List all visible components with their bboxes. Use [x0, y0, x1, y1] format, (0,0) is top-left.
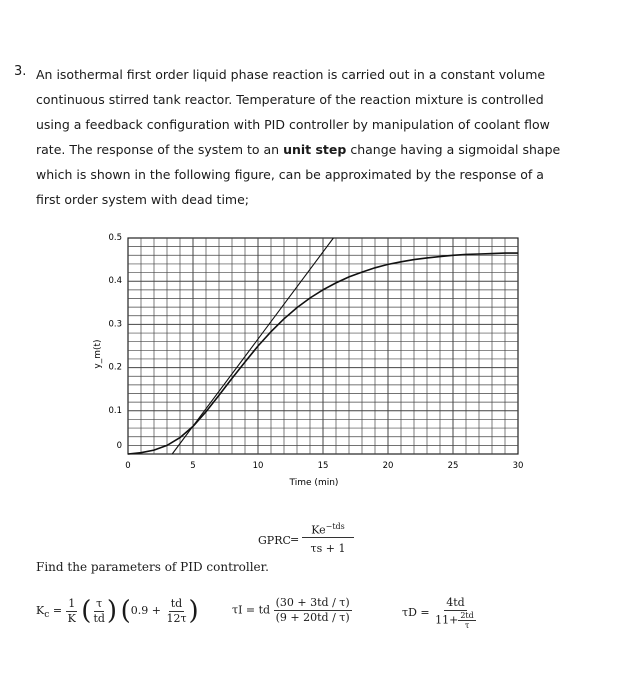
gprc-num-text: Ke: [311, 523, 326, 537]
y-tick-label: 0: [116, 441, 122, 451]
kc-frac-1: [66, 597, 78, 626]
y-tick-label: 0.5: [108, 233, 122, 243]
question-number: 3.: [14, 64, 27, 79]
frac-den: 12τ: [166, 611, 187, 625]
td-den-text: 11+: [435, 613, 459, 627]
frac-den: τ: [464, 621, 470, 630]
td-formula: [402, 596, 478, 630]
question-line-part: change having a sigmoidal shape: [350, 142, 561, 157]
question-line: using a feedback configuration with PID controller by manipulation of coolant flow: [36, 117, 550, 132]
ti-formula: [232, 596, 352, 625]
x-tick-label: 15: [317, 461, 329, 471]
frac-num: td: [170, 596, 183, 610]
frac-den: td: [93, 611, 105, 625]
kc-term: 0.9 +: [130, 604, 161, 617]
kc-label: K: [36, 604, 45, 617]
gprc-lhs: GPRC: [258, 534, 291, 547]
x-tick-label: 0: [125, 461, 131, 471]
ti-label: τI = td: [232, 603, 271, 617]
y-axis-label: y_m(t): [93, 339, 103, 369]
frac-num: 2td: [460, 611, 474, 620]
td-frac: [433, 596, 478, 630]
frac-num: 1: [68, 596, 76, 610]
x-tick-label: 30: [512, 461, 524, 471]
td-label: τD =: [402, 606, 430, 619]
pid-formulas: [36, 584, 596, 634]
ti-frac: [274, 596, 352, 625]
paren-right: ): [188, 596, 199, 626]
td-inner-frac: [458, 611, 475, 630]
paren-left: (: [81, 596, 92, 626]
unit-step-text: unit step: [283, 142, 347, 157]
x-tick-label: 20: [382, 461, 394, 471]
frac-num: (30 + 3td / τ): [275, 596, 350, 609]
question-line: An isothermal first order liquid phase reaction is carried out in a constant volume: [36, 67, 546, 82]
kc-sub: c: [44, 609, 50, 621]
question-line: [36, 137, 576, 162]
kc-formula: [36, 596, 199, 626]
x-tick-label: 10: [252, 461, 264, 471]
question-text: [36, 62, 576, 212]
x-tick-label: 5: [190, 461, 196, 471]
x-tick-label: 25: [447, 461, 459, 471]
frac-num: 4td: [446, 596, 465, 609]
question-line-part: rate. The response of the system to an: [36, 142, 280, 157]
y-tick-label: 0.1: [108, 405, 122, 416]
gprc-equation: [258, 520, 388, 560]
question-line: first order system with dead time;: [36, 192, 250, 207]
gprc-num-sup: −tds: [325, 522, 345, 531]
step-response-chart: [88, 230, 528, 492]
gprc-eq-sign: =: [290, 533, 300, 546]
x-axis-label: Time (min): [289, 478, 339, 488]
kc-eq-sign: =: [52, 604, 63, 617]
gprc-denominator: τs + 1: [310, 542, 346, 555]
y-tick-label: 0.3: [108, 319, 122, 330]
frac-num: τ: [96, 596, 103, 610]
question-line: continuous stirred tank reactor. Temperature of the reaction mixture is controlled: [36, 92, 544, 107]
frac-den: [433, 611, 478, 630]
y-tick-label: 0.4: [108, 276, 122, 287]
kc-frac-3: [164, 597, 188, 626]
paren-right: ): [106, 596, 118, 626]
find-parameters-text: Find the parameters of PID controller.: [36, 560, 269, 574]
frac-den: K: [67, 611, 76, 625]
paren-left: (: [120, 596, 131, 626]
kc-frac-2: [91, 597, 106, 626]
question-line: which is shown in the following figure, can be approximated by the response of a: [36, 167, 544, 182]
y-tick-label: 0.2: [108, 362, 122, 373]
gprc-numerator: [302, 522, 354, 538]
frac-den: (9 + 20td / τ): [275, 611, 350, 624]
